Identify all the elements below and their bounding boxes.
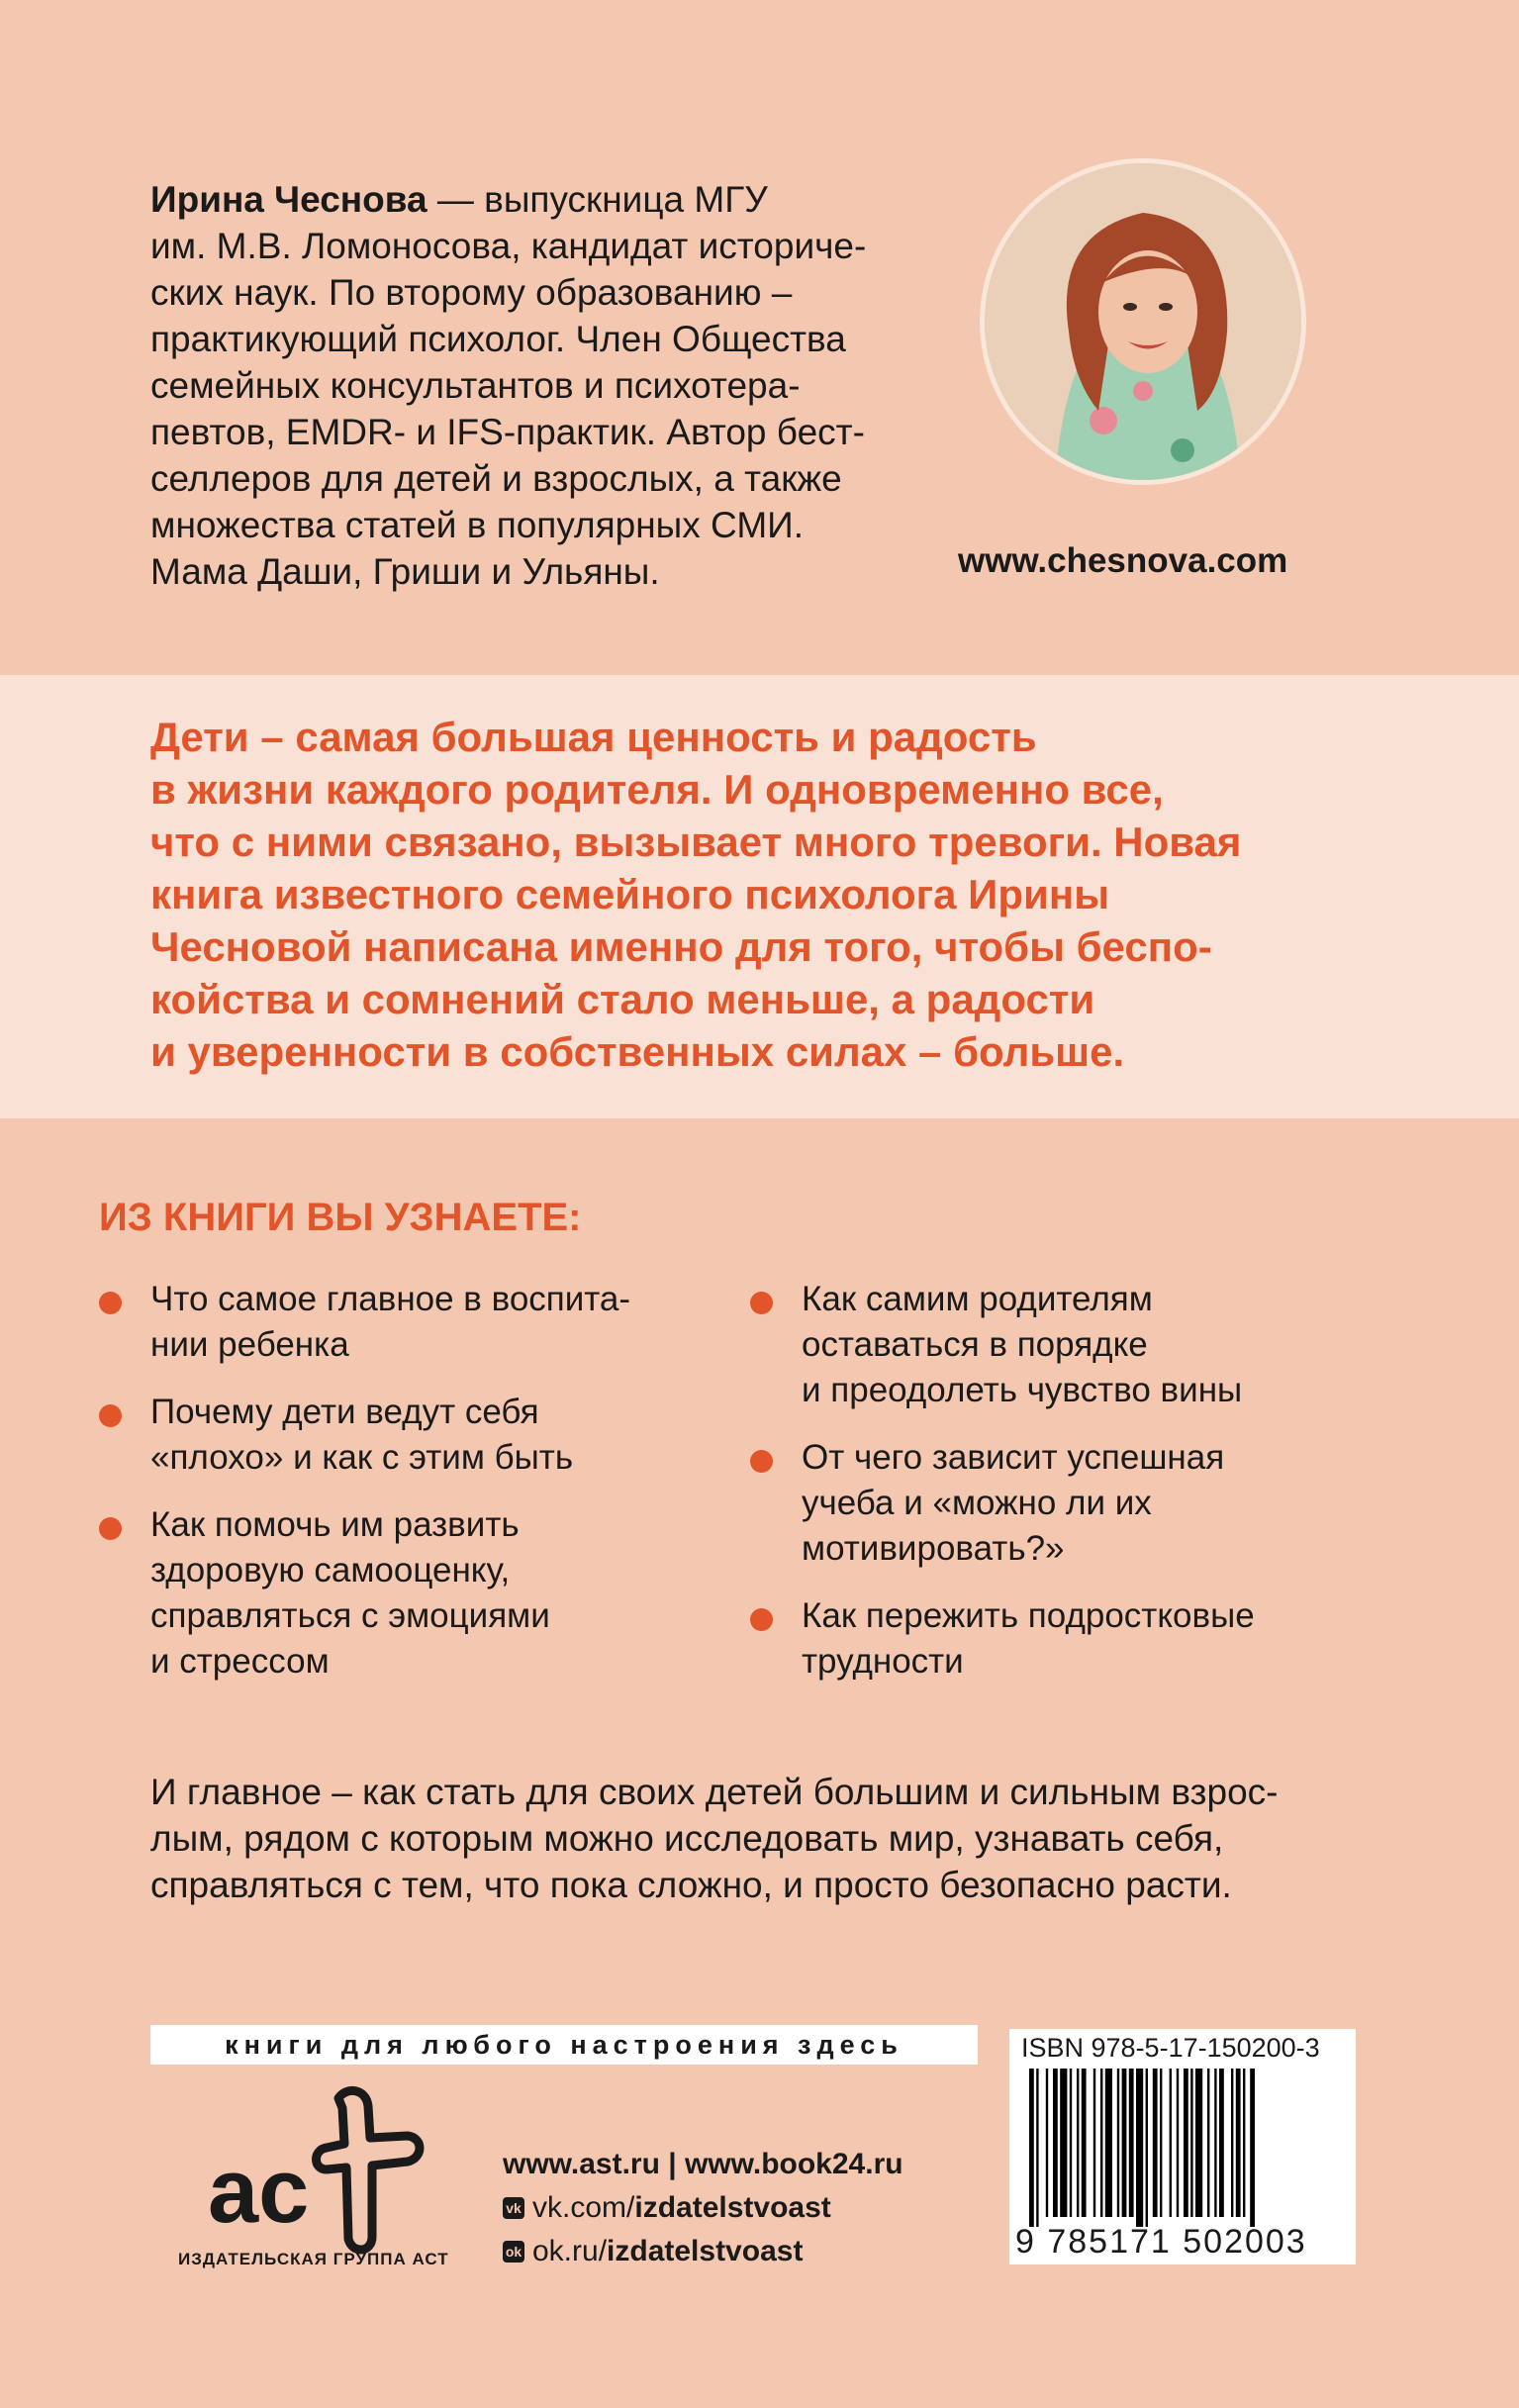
vk-icon: vk — [503, 2197, 524, 2219]
lead-line: койства и сомнений стало меньше, а радости — [150, 976, 1095, 1022]
learn-item: Как пережить подростковые трудности — [750, 1593, 1304, 1685]
bullet-dot-icon — [99, 1517, 122, 1540]
barcode-bar — [1214, 2069, 1216, 2217]
lead-line: Чесновой написана именно для того, чтобы беспо- — [150, 923, 1212, 970]
learn-item: Как помочь им развить здоровую самооценку, справляться с эмоциями и стрессом — [99, 1502, 653, 1685]
barcode-bar — [1243, 2069, 1245, 2217]
barcode-bar — [1053, 2069, 1058, 2217]
publisher-name: ИЗДАТЕЛЬСКАЯ ГРУППА АСТ — [178, 2250, 449, 2268]
barcode-bar — [1036, 2069, 1038, 2227]
lead-line: и уверенности в собственных силах – больше. — [150, 1028, 1125, 1075]
ok-icon: ok — [503, 2241, 524, 2263]
barcode-bar — [1117, 2069, 1119, 2217]
author-website[interactable]: www.chesnova.com — [958, 541, 1288, 580]
bio-line: певтов, EMDR- и IFS-практик. Автор бест- — [150, 412, 865, 452]
learn-list-right — [750, 1277, 1304, 1706]
bullet-dot-icon — [99, 1292, 122, 1314]
barcode-bar — [1160, 2069, 1162, 2217]
bullet-dot-icon — [99, 1404, 122, 1427]
bio-line: Мама Даши, Гриши и Ульяны. — [150, 551, 660, 592]
learn-item: Как самим родителям оставаться в порядке и преодолеть чувство вины — [750, 1277, 1304, 1413]
barcode-bar — [1129, 2069, 1134, 2217]
learn-item: Что самое главное в воспита- нии ребенка — [99, 1277, 653, 1368]
barcode-bar — [1170, 2069, 1172, 2217]
barcode-bar — [1029, 2069, 1034, 2227]
bio-line: им. М.В. Ломоносова, кандидат историче- — [150, 226, 867, 266]
bullet-dot-icon — [750, 1292, 773, 1314]
bullet-dot-icon — [750, 1450, 773, 1473]
barcode-bar — [1153, 2069, 1158, 2217]
learn-title: ИЗ КНИГИ ВЫ УЗНАЕТЕ: — [99, 1196, 582, 1239]
closing-line: лым, рядом с которым можно исследовать мир, узнавать себя, — [150, 1818, 1224, 1859]
bio-line: практикующий психолог. Член Общества — [150, 319, 846, 359]
closing-line: справляться с тем, что пока сложно, и просто безопасно расти. — [150, 1865, 1232, 1905]
barcode-bar — [1122, 2069, 1127, 2217]
logo-word: ac — [208, 2141, 310, 2242]
barcode-bar — [1136, 2069, 1143, 2227]
barcode-bars — [1029, 2069, 1336, 2227]
bio-line: селлеров для детей и взрослых, а также — [150, 458, 842, 499]
barcode — [1009, 2029, 1356, 2264]
slogan-banner: книги для любого настроения здесь — [150, 2025, 978, 2065]
vk-link[interactable]: vk vk.com/izdatelstvoast — [503, 2186, 903, 2230]
lead-text — [150, 711, 1387, 1078]
barcode-bar — [1100, 2069, 1102, 2217]
closing-paragraph — [150, 1769, 1377, 1908]
barcode-bar — [1219, 2069, 1224, 2217]
barcode-bar — [1105, 2069, 1112, 2217]
sites-link[interactable]: www.ast.ru | www.book24.ru — [503, 2148, 903, 2180]
barcode-bar — [1190, 2069, 1192, 2217]
barcode-bar — [1093, 2069, 1095, 2217]
lead-line: книга известного семейного психолога Ирины — [150, 871, 1110, 917]
lead-line: в жизни каждого родителя. И одновременно все, — [150, 766, 1164, 813]
barcode-bar — [1060, 2069, 1067, 2217]
learn-list-left — [99, 1277, 653, 1706]
bio-line: множества статей в популярных СМИ. — [150, 505, 805, 545]
barcode-bar — [1177, 2069, 1179, 2217]
barcode-bar — [1231, 2069, 1233, 2217]
bio-line: ских наук. По второму образованию – — [150, 272, 793, 313]
barcode-bar — [1082, 2069, 1087, 2217]
isbn-text: ISBN 978-5-17-150200-3 — [1021, 2033, 1320, 2063]
barcode-digits: 9 785171 502003 — [1015, 2223, 1307, 2261]
closing-line: И главное – как стать для своих детей большим и сильным взрос- — [150, 1772, 1279, 1812]
bio-line: семейных консультантов и психотера- — [150, 365, 801, 406]
author-name: Ирина Чеснова — [150, 179, 427, 220]
barcode-bar — [1070, 2069, 1072, 2217]
barcode-bar — [1236, 2069, 1241, 2217]
publisher-links — [503, 2143, 903, 2273]
barcode-bar — [1046, 2069, 1048, 2217]
learn-item: От чего зависит успешная учеба и «можно ли их мотивировать?» — [750, 1435, 1304, 1572]
learn-item: Почему дети ведут себя «плохо» и как с этим быть — [99, 1390, 653, 1481]
barcode-bar — [1207, 2069, 1209, 2217]
ast-logo — [178, 2078, 445, 2257]
barcode-bar — [1195, 2069, 1202, 2217]
barcode-bar — [1146, 2069, 1148, 2227]
bio-line-0: Ирина Чеснова — выпускница МГУ — [150, 179, 768, 220]
barcode-bar — [1250, 2069, 1255, 2227]
lead-line: Дети – самая большая ценность и радость — [150, 714, 1037, 760]
author-photo — [980, 158, 1306, 485]
barcode-bar — [1184, 2069, 1188, 2217]
bullet-dot-icon — [750, 1608, 773, 1631]
lead-line: что с ними связано, вызывает много тревоги. Новая — [150, 819, 1242, 865]
author-bio — [150, 176, 912, 595]
barcode-bar — [1077, 2069, 1079, 2217]
ok-link[interactable]: ok ok.ru/izdatelstvoast — [503, 2230, 903, 2273]
